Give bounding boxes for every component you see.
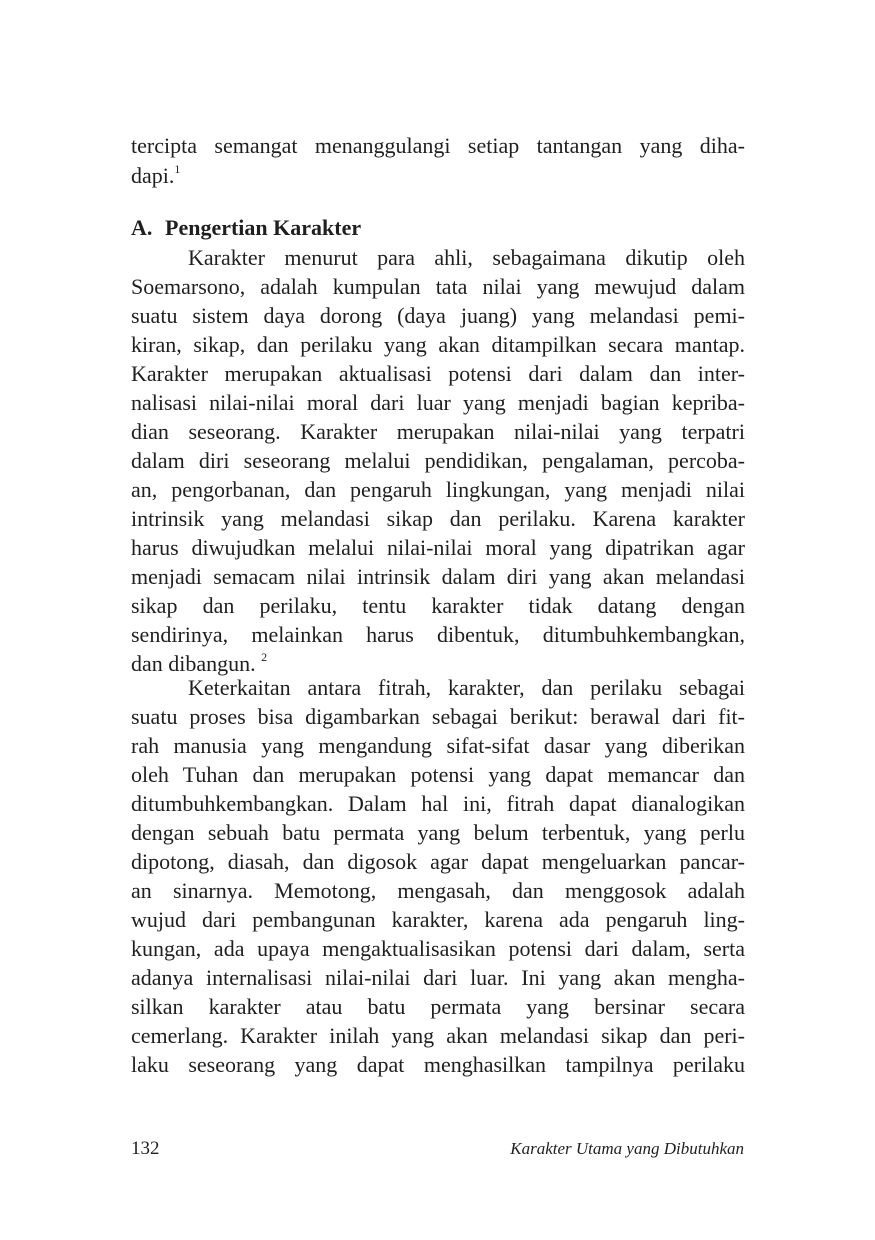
footnote-marker-2: 2 xyxy=(261,650,268,664)
paragraph2-line: cemerlang. Karakter inilah yang akan melandasi sikap dan peri- xyxy=(131,1023,745,1048)
intro-line-text: dapi. xyxy=(131,163,175,188)
paragraph1-line: Soemarsono, adalah kumpulan tata nilai yang mewujud dalam xyxy=(131,274,745,299)
paragraph2-line: rah manusia yang mengandung sifat-sifat dasar yang diberikan xyxy=(131,733,745,758)
section-number: A. xyxy=(131,215,153,240)
running-title: Karakter Utama yang Dibutuhkan xyxy=(510,1139,744,1158)
paragraph2-line: kungan, ada upaya mengaktualisasikan potensi dari dalam, serta xyxy=(131,936,745,961)
section-heading xyxy=(131,214,361,242)
paragraph1-line: intrinsik yang melandasi sikap dan perilaku. Karena karakter xyxy=(131,506,745,531)
paragraph2-line: suatu proses bisa digambarkan sebagai berikut: berawal dari fit- xyxy=(131,704,745,729)
paragraph2-line: oleh Tuhan dan merupakan potensi yang dapat memancar dan xyxy=(131,762,745,787)
paragraph2-line: ditumbuhkembangkan. Dalam hal ini, fitrah dapat dianalogikan xyxy=(131,791,745,816)
paragraph1-line: sikap dan perilaku, tentu karakter tidak datang dengan xyxy=(131,593,745,618)
page-number: 132 xyxy=(131,1138,160,1159)
paragraph1-line: nalisasi nilai-nilai moral dari luar yang menjadi bagian kepriba- xyxy=(131,390,745,415)
paragraph1-line: menjadi semacam nilai intrinsik dalam diri yang akan melandasi xyxy=(131,564,745,589)
paragraph1-line: dalam diri seseorang melalui pendidikan, pengalaman, percoba- xyxy=(131,448,745,473)
paragraph2-line: dengan sebuah batu permata yang belum terbentuk, yang perlu xyxy=(131,820,745,845)
intro-line-last xyxy=(131,162,745,190)
paragraph1-line-text: dan dibangun. xyxy=(131,651,262,676)
paragraph1-line: dian seseorang. Karakter merupakan nilai-nilai yang terpatri xyxy=(131,419,745,444)
section-title: Pengertian Karakter xyxy=(165,215,362,240)
paragraph2-line: dipotong, diasah, dan digosok agar dapat mengeluarkan pancar- xyxy=(131,849,745,874)
paragraph1-line: Karakter merupakan aktualisasi potensi dari dalam dan inter- xyxy=(131,361,745,386)
paragraph2-line: adanya internalisasi nilai-nilai dari luar. Ini yang akan mengha- xyxy=(131,965,745,990)
intro-line: tercipta semangat menanggulangi setiap tantangan yang diha- xyxy=(131,133,745,158)
paragraph2-line: wujud dari pembangunan karakter, karena ada pengaruh ling- xyxy=(131,907,745,932)
paragraph1-line: Karakter menurut para ahli, sebagaimana dikutip oleh xyxy=(188,245,745,270)
paragraph2-line: silkan karakter atau batu permata yang bersinar secara xyxy=(131,994,745,1019)
paragraph1-line: harus diwujudkan melalui nilai-nilai moral yang dipatrikan agar xyxy=(131,535,745,560)
paragraph1-line: kiran, sikap, dan perilaku yang akan ditampilkan secara mantap. xyxy=(131,332,745,357)
paragraph2-line: Keterkaitan antara fitrah, karakter, dan perilaku sebagai xyxy=(188,675,745,700)
paragraph2-line: laku seseorang yang dapat menghasilkan tampilnya perilaku xyxy=(131,1052,745,1077)
paragraph1-line: suatu sistem daya dorong (daya juang) yang melandasi pemi- xyxy=(131,303,745,328)
paragraph1-line: an, pengorbanan, dan pengaruh lingkungan, yang menjadi nilai xyxy=(131,477,745,502)
paragraph2-line: an sinarnya. Memotong, mengasah, dan menggosok adalah xyxy=(131,878,745,903)
paragraph1-line: sendirinya, melainkan harus dibentuk, ditumbuhkembangkan, xyxy=(131,622,745,647)
footnote-marker-1: 1 xyxy=(174,162,181,176)
